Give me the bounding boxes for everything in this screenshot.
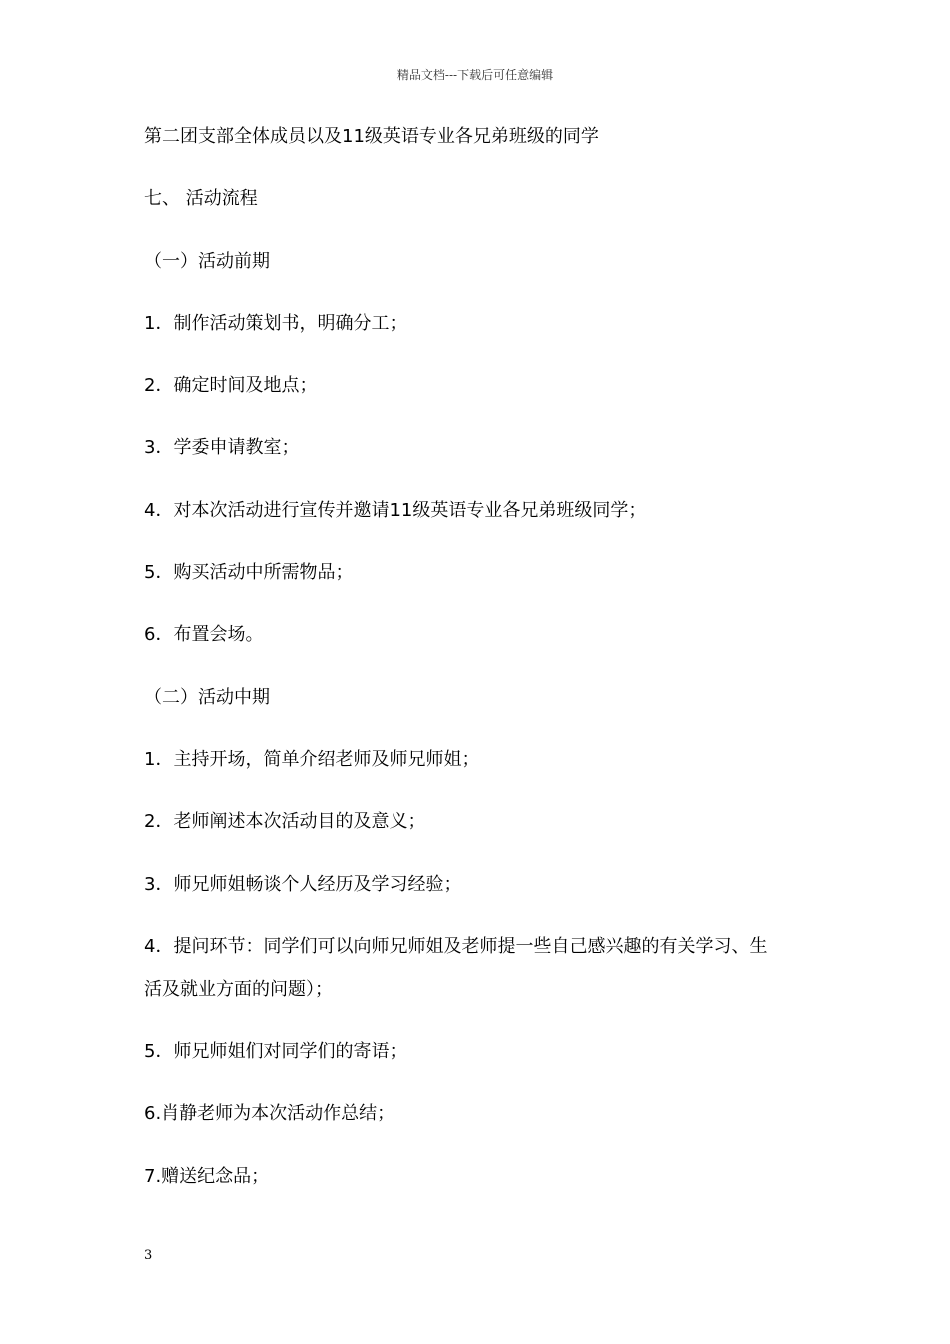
page-number: 3 <box>144 1248 153 1263</box>
list-item: 3．学委申请教室； <box>144 437 300 458</box>
page-header: 精品文档---下载后可任意编辑 <box>396 68 554 82</box>
list-item: 4．对本次活动进行宣传并邀请11级英语专业各兄弟班级同学； <box>144 500 647 521</box>
text-line: 第二团支部全体成员以及11级英语专业各兄弟班级的同学 <box>144 126 599 147</box>
list-item: 6.肖静老师为本次活动作总结； <box>144 1103 396 1124</box>
section-heading: 七、 活动流程 <box>144 188 258 209</box>
list-item: 2．确定时间及地点； <box>144 375 318 396</box>
list-item: 6．布置会场。 <box>144 624 264 645</box>
list-item: 3．师兄师姐畅谈个人经历及学习经验； <box>144 874 462 895</box>
list-item: 2．老师阐述本次活动目的及意义； <box>144 811 426 832</box>
list-item: 5．购买活动中所需物品； <box>144 562 354 583</box>
list-item: 1．主持开场，简单介绍老师及师兄师姐； <box>144 749 480 770</box>
list-item: 1．制作活动策划书，明确分工； <box>144 313 408 334</box>
list-item: 7.赠送纪念品； <box>144 1166 270 1187</box>
list-item-continuation: 活及就业方面的问题）； <box>144 979 333 1000</box>
subsection-heading: （一）活动前期 <box>144 251 270 272</box>
list-item: 4．提问环节：同学们可以向师兄师姐及老师提一些自己感兴趣的有关学习、生 <box>144 936 768 957</box>
subsection-heading: （二）活动中期 <box>144 687 270 708</box>
list-item: 5．师兄师姐们对同学们的寄语； <box>144 1041 408 1062</box>
